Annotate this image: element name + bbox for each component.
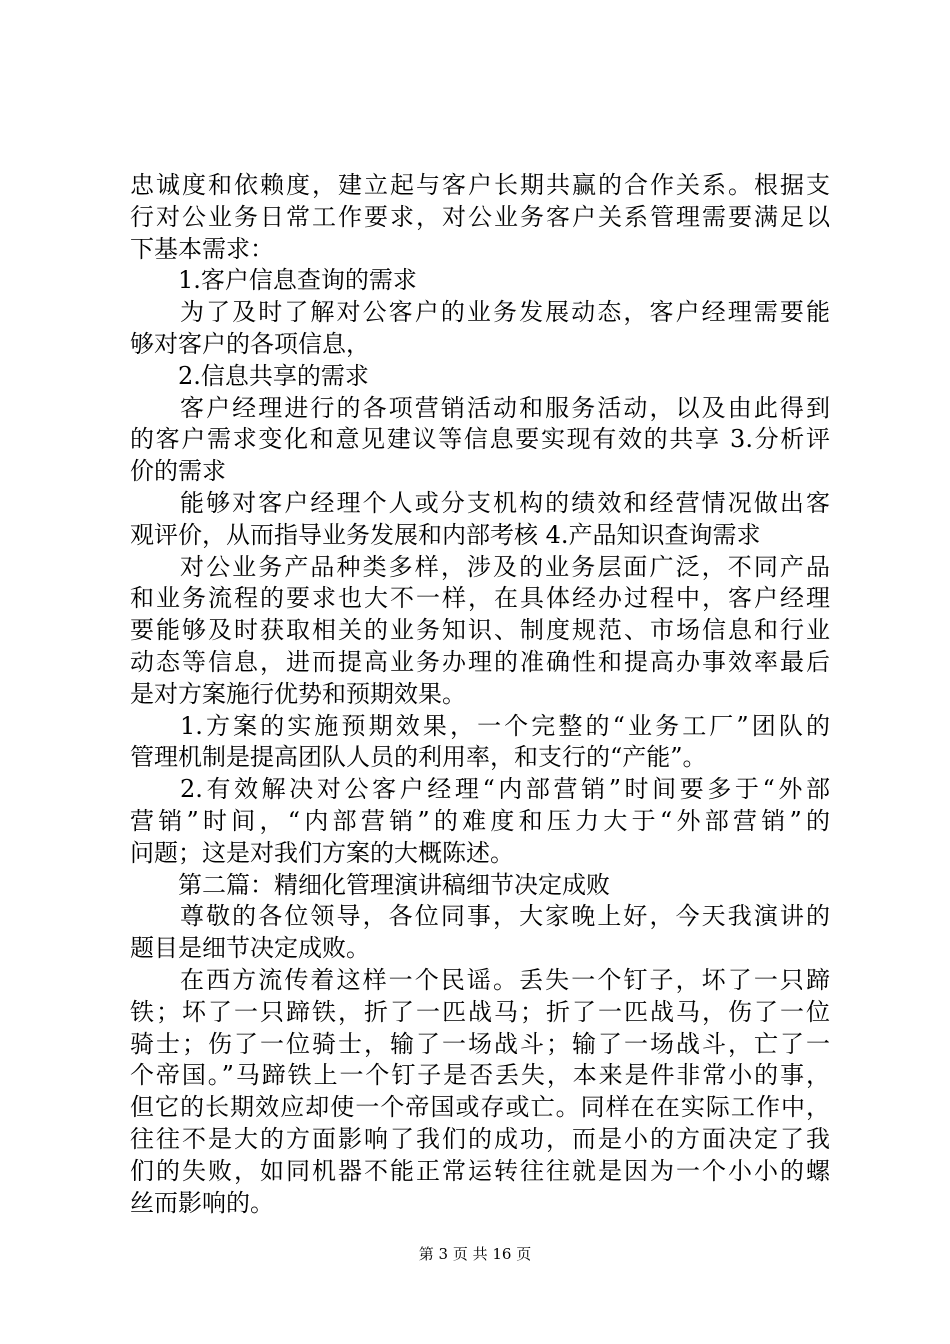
text-line: 够对客户的各项信息， (130, 329, 370, 358)
text-line: 价的需求 (130, 457, 226, 486)
text-line: 忠诚度和依赖度，建立起与客户长期共赢的合作关系。根据支 (130, 171, 830, 199)
text-line: 们的失败，如同机器不能正常运转往往就是因为一个小小的螺 (130, 1156, 830, 1185)
text-line: 铁；坏了一只蹄铁，折了一匹战马；折了一匹战马，伤了一位 (130, 997, 830, 1026)
text-line: 行对公业务日常工作要求，对公业务客户关系管理需要满足以 (130, 202, 830, 231)
text-line: 观评价，从而指导业务发展和内部考核 4.产品知识查询需求 (130, 520, 761, 549)
text-line: 但它的长期效应却使一个帝国或存或亡。同样在在实际工作中， (130, 1093, 830, 1122)
text-line: 丝而影响的。 (130, 1188, 274, 1217)
text-line: 下基本需求： (130, 234, 274, 263)
text-line: 为了及时了解对公客户的业务发展动态，客户经理需要能 (180, 298, 830, 327)
list-heading: 2.信息共享的需求 (178, 361, 369, 390)
text-line: 2.有效解决对公客户经理“内部营销”时间要多于“外部 (180, 775, 830, 804)
list-heading: 1.客户信息查询的需求 (178, 266, 417, 295)
text-line: 问题；这是对我们方案的大概陈述。 (130, 838, 514, 867)
text-line: 要能够及时获取相关的业务知识、制度规范、市场信息和行业 (130, 616, 830, 645)
text-line: 是对方案施行优势和预期效果。 (130, 679, 466, 708)
text-line: 对公业务产品种类多样，涉及的业务层面广泛，不同产品 (180, 552, 830, 581)
section-heading: 第二篇：精细化管理演讲稿细节决定成败 (178, 870, 610, 899)
text-line: 能够对客户经理个人或分支机构的绩效和经营情况做出客 (180, 488, 830, 517)
text-line: 和业务流程的要求也大不一样，在具体经办过程中，客户经理 (130, 584, 830, 613)
text-line: 骑士；伤了一位骑士，输了一场战斗；输了一场战斗，亡了一 (130, 1029, 830, 1058)
text-line: 1.方案的实施预期效果，一个完整的“业务工厂”团队的 (180, 711, 830, 740)
text-line: 动态等信息，进而提高业务办理的准确性和提高办事效率最后 (130, 647, 830, 676)
document-body (130, 170, 830, 1219)
text-line: 在西方流传着这样一个民谣。丢失一个钉子，坏了一只蹄 (180, 965, 830, 994)
text-line: 的客户需求变化和意见建议等信息要实现有效的共享 3.分析评 (130, 425, 830, 454)
text-line: 客户经理进行的各项营销活动和服务活动，以及由此得到 (180, 393, 830, 422)
text-line: 往往不是大的方面影响了我们的成功，而是小的方面决定了我 (130, 1124, 830, 1153)
page-number-footer: 第 3 页 共 16 页 (418, 1245, 532, 1263)
text-line: 营销”时间，“内部营销”的难度和压力大于“外部营销”的 (130, 806, 830, 835)
text-line: 个帝国。”马蹄铁上一个钉子是否丢失，本来是件非常小的事， (130, 1061, 830, 1090)
text-line: 题目是细节决定成败。 (130, 934, 370, 963)
text-line: 管理机制是提高团队人员的利用率，和支行的“产能”。 (130, 743, 707, 772)
text-line: 尊敬的各位领导，各位同事，大家晚上好，今天我演讲的 (180, 902, 830, 931)
